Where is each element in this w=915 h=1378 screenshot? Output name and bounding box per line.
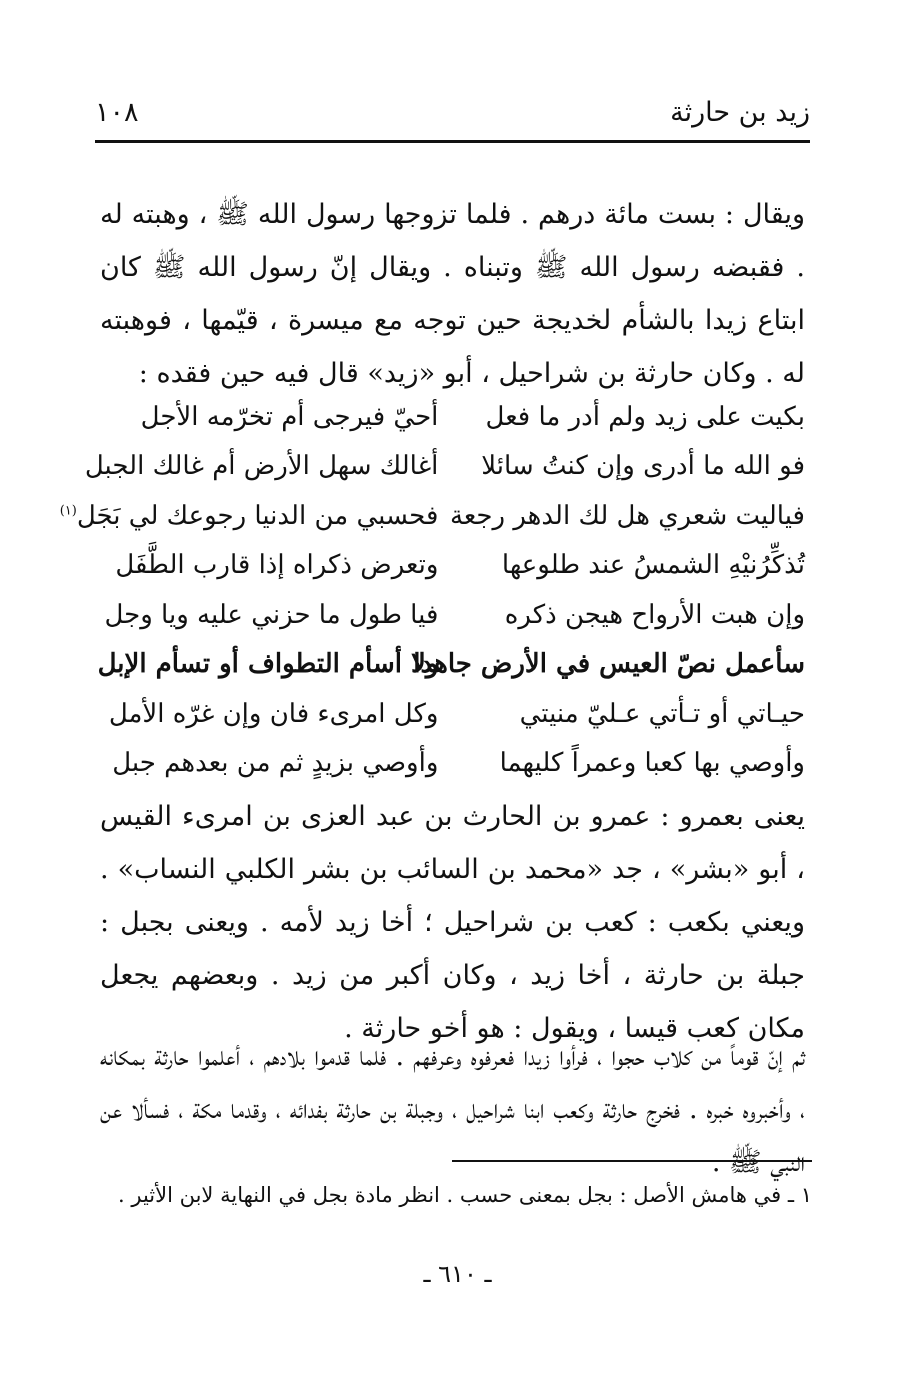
verse-first-hemistich: بكيت على زيد ولم أدر ما فعل bbox=[485, 401, 805, 432]
paragraph-3: ثم إنّ قوماً من كلاب حجوا ، فرأوا زيدا فعرفوه وعرفهم . فلما قدموا بلادهم ، أعلموا حارثة بمكانه ، وأخبروه خبره . فخرج حارثة وكعب ابنا شراحيل ، وجبلة بن حارثة بفدائه ، وقدما مكة ، فسألا عن النبي ﷺ . bbox=[100, 1041, 805, 1178]
footnote: ١ ـ في هامش الأصل : بجل بمعنى حسب . انظر مادة بجل في النهاية لابن الأثير . bbox=[118, 1183, 812, 1207]
verse-line bbox=[84, 442, 805, 492]
footer-page-number: ـ ٦١٠ ـ bbox=[423, 1260, 492, 1288]
header-rule bbox=[95, 140, 810, 143]
footnote-marker: (١) bbox=[59, 503, 77, 519]
verse-line bbox=[97, 640, 805, 690]
verse-line bbox=[100, 689, 805, 739]
verse-line bbox=[100, 541, 805, 591]
verse-second-hemistich: أغالك سهل الأرض أم غالك الجبل bbox=[84, 451, 439, 482]
running-title: زيد بن حارثة bbox=[670, 96, 810, 128]
verse-second-text: فحسبي من الدنيا رجوعك لي بَجَل bbox=[76, 500, 439, 531]
verse-first-hemistich: فياليت شعري هل لك الدهر رجعة bbox=[449, 500, 805, 531]
verse-first-hemistich: سأعمل نصّ العيس في الأرض جاهدا bbox=[413, 649, 805, 680]
verse-first-hemistich: وإن هبت الأرواح هيجن ذكره bbox=[504, 599, 805, 630]
verse-first-hemistich: تُذكِّرُنيْهِ الشمسُ عند طلوعها bbox=[501, 550, 805, 581]
verse-first-hemistich: وأوصي بها كعبا وعمراً كليهما bbox=[499, 748, 805, 779]
verse-second-hemistich: فيا طول ما حزني عليه ويا وجل bbox=[104, 599, 439, 630]
paragraph-1: ويقال : بست مائة درهم . فلما تزوجها رسول الله ﷺ ، وهبته له . فقبضه رسول الله ﷺ وتبناه . ويقال إنّ رسول الله ﷺ كان ابتاع زيدا بالشأم لخديجة حين توجه مع ميسرة ، قيّمها ، فوهبته له . وكان حارثة بن شراحيل ، أبو «زيد» قال فيه حين فقده : bbox=[100, 199, 805, 389]
verse-line bbox=[100, 590, 805, 640]
verse-second-hemistich: وكل امرىء فان وإن غرّه الأمل bbox=[108, 698, 439, 729]
verse-first-hemistich: فو الله ما أدرى وإن كنتُ سائلا bbox=[481, 451, 805, 482]
verse-second-hemistich: أحيّ فيرجى أم تخرّمه الأجل bbox=[140, 401, 439, 432]
poem bbox=[59, 392, 805, 788]
verse-second-hemistich bbox=[59, 500, 439, 531]
paragraph-2: يعنى بعمرو : عمرو بن الحارث بن عبد العزى بن امرىء القيس ، أبو «بشر» ، جد «محمد بن السائب بن بشر الكلبي النساب» . ويعني بكعب : كعب بن شراحيل ؛ أخا زيد لأمه . ويعنى بجبل : جبلة بن حارثة ، أخا زيد ، وكان أكبر من زيد . وبعضهم يجعل مكان كعب قيسا ، ويقول : هو أخو حارثة . bbox=[100, 801, 806, 1044]
verse-second-hemistich: ولا أسأم التطواف أو تسأم الإبل bbox=[97, 649, 439, 680]
footnote-rule bbox=[452, 1160, 812, 1162]
verse-line bbox=[100, 392, 805, 442]
verse-second-hemistich: وتعرض ذكراه إذا قارب الطَّفَل bbox=[115, 550, 439, 581]
header-page-number: ١٠٨ bbox=[95, 96, 139, 128]
verse-line bbox=[59, 491, 805, 541]
verse-line bbox=[100, 739, 805, 789]
page-header bbox=[95, 92, 810, 132]
verse-second-hemistich: وأوصي بزيدٍ ثم من بعدهم جبل bbox=[112, 748, 439, 779]
verse-first-hemistich: حيـاتي أو تـأتي عـليّ منيتي bbox=[519, 698, 805, 729]
